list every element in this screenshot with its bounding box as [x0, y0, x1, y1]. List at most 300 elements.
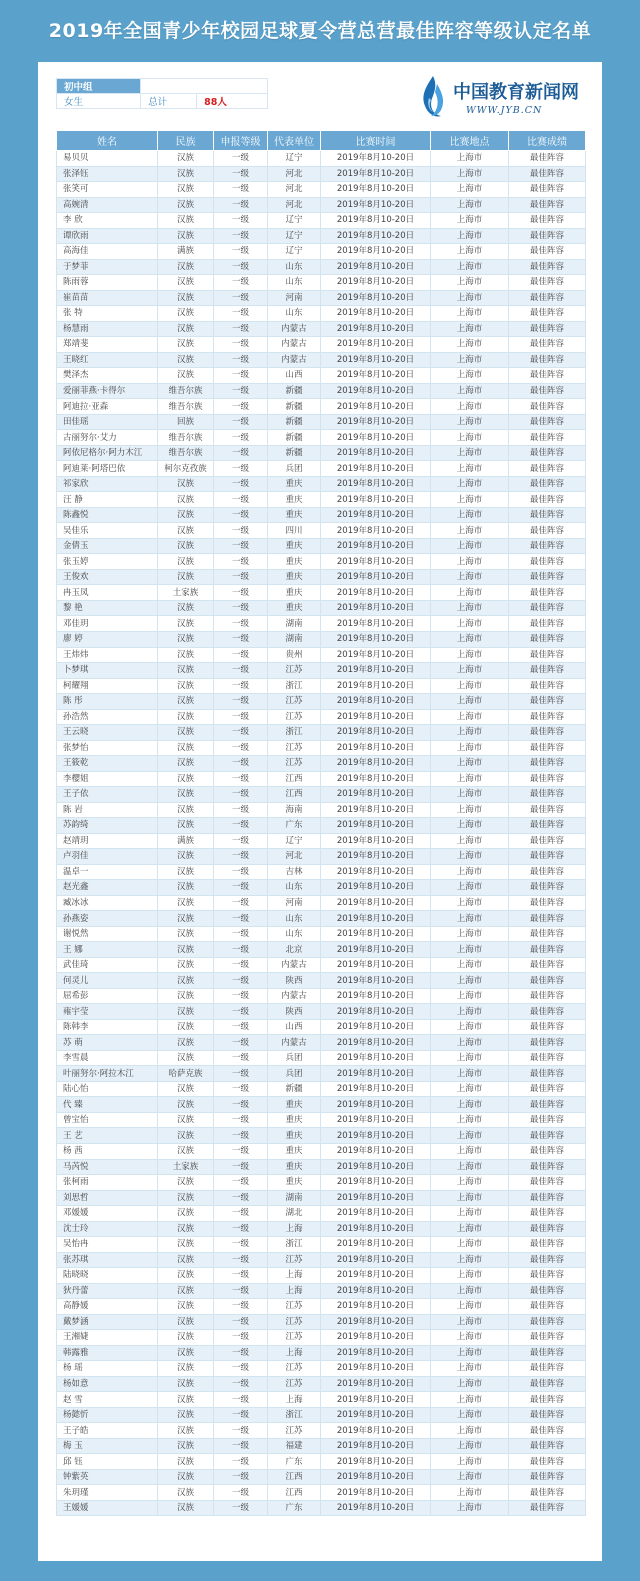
cell-ethnicity: 汉族	[158, 1237, 214, 1253]
cell-unit: 内蒙古	[268, 321, 321, 337]
site-logo	[413, 72, 588, 127]
cell-level: 一级	[214, 1376, 268, 1392]
cell-name: 苏韵绮	[57, 818, 158, 834]
cell-time: 2019年8月10-20日	[321, 244, 431, 260]
cell-ethnicity: 土家族	[158, 1159, 214, 1175]
cell-time: 2019年8月10-20日	[321, 1159, 431, 1175]
cell-name: 朱玥瑾	[57, 1485, 158, 1501]
cell-venue: 上海市	[431, 988, 509, 1004]
cell-venue: 上海市	[431, 771, 509, 787]
cell-time: 2019年8月10-20日	[321, 1438, 431, 1454]
cell-time: 2019年8月10-20日	[321, 818, 431, 834]
cell-ethnicity: 汉族	[158, 787, 214, 803]
table-row	[57, 290, 586, 306]
cell-unit: 兵团	[268, 461, 321, 477]
cell-level: 一级	[214, 694, 268, 710]
cell-ethnicity: 汉族	[158, 213, 214, 229]
cell-ethnicity: 汉族	[158, 880, 214, 896]
cell-venue: 上海市	[431, 600, 509, 616]
cell-name: 陈 彤	[57, 694, 158, 710]
table-row	[57, 1066, 586, 1082]
cell-name: 郑靖斐	[57, 337, 158, 353]
cell-venue: 上海市	[431, 926, 509, 942]
cell-venue: 上海市	[431, 1252, 509, 1268]
cell-name: 李 欣	[57, 213, 158, 229]
cell-ethnicity: 汉族	[158, 228, 214, 244]
cell-result: 最佳阵容	[509, 337, 586, 353]
cell-result: 最佳阵容	[509, 275, 586, 291]
table-row	[57, 911, 586, 927]
cell-unit: 江苏	[268, 1299, 321, 1315]
cell-level: 一级	[214, 1206, 268, 1222]
cell-name: 陆晓晓	[57, 1268, 158, 1284]
cell-result: 最佳阵容	[509, 182, 586, 198]
table-row	[57, 1112, 586, 1128]
table-row	[57, 430, 586, 446]
cell-time: 2019年8月10-20日	[321, 725, 431, 741]
cell-ethnicity: 汉族	[158, 849, 214, 865]
cell-name: 于梦菲	[57, 259, 158, 275]
cell-name: 孙浩然	[57, 709, 158, 725]
cell-time: 2019年8月10-20日	[321, 1066, 431, 1082]
cell-ethnicity: 汉族	[158, 802, 214, 818]
table-row	[57, 1454, 586, 1470]
cell-level: 一级	[214, 523, 268, 539]
table-row	[57, 1485, 586, 1501]
cell-name: 马芮悦	[57, 1159, 158, 1175]
cell-venue: 上海市	[431, 678, 509, 694]
cell-unit: 浙江	[268, 725, 321, 741]
table-row	[57, 1407, 586, 1423]
cell-time: 2019年8月10-20日	[321, 151, 431, 167]
cell-name: 张玉婷	[57, 554, 158, 570]
cell-unit: 广东	[268, 1500, 321, 1516]
cell-venue: 上海市	[431, 694, 509, 710]
cell-level: 一级	[214, 1268, 268, 1284]
cell-ethnicity: 柯尔克孜族	[158, 461, 214, 477]
cell-name: 张柯雨	[57, 1175, 158, 1191]
cell-result: 最佳阵容	[509, 1438, 586, 1454]
table-row	[57, 756, 586, 772]
cell-unit: 重庆	[268, 600, 321, 616]
table-row	[57, 818, 586, 834]
cell-result: 最佳阵容	[509, 694, 586, 710]
table-row	[57, 1376, 586, 1392]
cell-result: 最佳阵容	[509, 771, 586, 787]
cell-level: 一级	[214, 1454, 268, 1470]
cell-venue: 上海市	[431, 290, 509, 306]
cell-result: 最佳阵容	[509, 1206, 586, 1222]
cell-time: 2019年8月10-20日	[321, 1423, 431, 1439]
cell-venue: 上海市	[431, 399, 509, 415]
group-blank	[141, 79, 268, 94]
cell-time: 2019年8月10-20日	[321, 337, 431, 353]
cell-ethnicity: 汉族	[158, 1438, 214, 1454]
cell-unit: 重庆	[268, 569, 321, 585]
table-row	[57, 694, 586, 710]
cell-venue: 上海市	[431, 569, 509, 585]
cell-level: 一级	[214, 1097, 268, 1113]
cell-venue: 上海市	[431, 647, 509, 663]
cell-ethnicity: 汉族	[158, 1485, 214, 1501]
cell-result: 最佳阵容	[509, 864, 586, 880]
cell-unit: 重庆	[268, 1144, 321, 1160]
cell-result: 最佳阵容	[509, 1314, 586, 1330]
cell-venue: 上海市	[431, 554, 509, 570]
cell-result: 最佳阵容	[509, 849, 586, 865]
cell-time: 2019年8月10-20日	[321, 973, 431, 989]
table-row	[57, 337, 586, 353]
cell-venue: 上海市	[431, 430, 509, 446]
cell-unit: 江苏	[268, 663, 321, 679]
cell-unit: 重庆	[268, 1097, 321, 1113]
flame-logo-icon	[415, 74, 451, 122]
cell-level: 一级	[214, 275, 268, 291]
cell-venue: 上海市	[431, 756, 509, 772]
document-card	[38, 62, 602, 1561]
cell-level: 一级	[214, 1019, 268, 1035]
cell-time: 2019年8月10-20日	[321, 631, 431, 647]
cell-result: 最佳阵容	[509, 166, 586, 182]
cell-name: 曾宝怡	[57, 1112, 158, 1128]
cell-unit: 广东	[268, 1454, 321, 1470]
cell-level: 一级	[214, 414, 268, 430]
cell-result: 最佳阵容	[509, 942, 586, 958]
table-row	[57, 213, 586, 229]
cell-time: 2019年8月10-20日	[321, 476, 431, 492]
cell-result: 最佳阵容	[509, 244, 586, 260]
cell-name: 杨如意	[57, 1376, 158, 1392]
cell-venue: 上海市	[431, 166, 509, 182]
cell-result: 最佳阵容	[509, 151, 586, 167]
cell-level: 一级	[214, 1144, 268, 1160]
cell-result: 最佳阵容	[509, 1283, 586, 1299]
table-row	[57, 182, 586, 198]
cell-name: 王筱乾	[57, 756, 158, 772]
cell-unit: 兵团	[268, 1050, 321, 1066]
cell-result: 最佳阵容	[509, 926, 586, 942]
cell-name: 陈 岩	[57, 802, 158, 818]
cell-level: 一级	[214, 461, 268, 477]
table-row	[57, 259, 586, 275]
cell-name: 高海佳	[57, 244, 158, 260]
cell-venue: 上海市	[431, 725, 509, 741]
table-row	[57, 445, 586, 461]
cell-result: 最佳阵容	[509, 414, 586, 430]
cell-unit: 山东	[268, 926, 321, 942]
cell-name: 邓媛媛	[57, 1206, 158, 1222]
table-row	[57, 1206, 586, 1222]
cell-time: 2019年8月10-20日	[321, 895, 431, 911]
cell-ethnicity: 汉族	[158, 1392, 214, 1408]
table-row	[57, 554, 586, 570]
cell-ethnicity: 汉族	[158, 600, 214, 616]
cell-name: 谭欣雨	[57, 228, 158, 244]
cell-venue: 上海市	[431, 414, 509, 430]
cell-name: 崔苗苗	[57, 290, 158, 306]
cell-result: 最佳阵容	[509, 368, 586, 384]
cell-level: 一级	[214, 492, 268, 508]
cell-time: 2019年8月10-20日	[321, 228, 431, 244]
cell-time: 2019年8月10-20日	[321, 1112, 431, 1128]
cell-ethnicity: 汉族	[158, 694, 214, 710]
cell-ethnicity: 汉族	[158, 1190, 214, 1206]
table-row	[57, 1500, 586, 1516]
cell-level: 一级	[214, 306, 268, 322]
cell-level: 一级	[214, 942, 268, 958]
cell-name: 吴佳乐	[57, 523, 158, 539]
cell-ethnicity: 汉族	[158, 368, 214, 384]
cell-ethnicity: 汉族	[158, 166, 214, 182]
cell-level: 一级	[214, 445, 268, 461]
table-row	[57, 275, 586, 291]
cell-unit: 山东	[268, 306, 321, 322]
cell-level: 一级	[214, 1237, 268, 1253]
table-row	[57, 663, 586, 679]
cell-result: 最佳阵容	[509, 988, 586, 1004]
cell-name: 杨懿忻	[57, 1407, 158, 1423]
table-row	[57, 383, 586, 399]
table-row	[57, 678, 586, 694]
cell-name: 臧冰冰	[57, 895, 158, 911]
cell-ethnicity: 汉族	[158, 895, 214, 911]
cell-level: 一级	[214, 616, 268, 632]
cell-level: 一级	[214, 1392, 268, 1408]
cell-ethnicity: 汉族	[158, 352, 214, 368]
cell-venue: 上海市	[431, 228, 509, 244]
table-row	[57, 399, 586, 415]
cell-name: 杨慧雨	[57, 321, 158, 337]
cell-ethnicity: 汉族	[158, 647, 214, 663]
table-row	[57, 1190, 586, 1206]
cell-time: 2019年8月10-20日	[321, 1485, 431, 1501]
table-row	[57, 1283, 586, 1299]
cell-time: 2019年8月10-20日	[321, 321, 431, 337]
cell-name: 叶丽努尔·阿拉木江	[57, 1066, 158, 1082]
gender-label: 女生	[57, 94, 141, 109]
cell-unit: 重庆	[268, 554, 321, 570]
cell-name: 赵光鑫	[57, 880, 158, 896]
cell-venue: 上海市	[431, 1330, 509, 1346]
cell-unit: 江苏	[268, 709, 321, 725]
table-row	[57, 833, 586, 849]
cell-venue: 上海市	[431, 306, 509, 322]
cell-level: 一级	[214, 1252, 268, 1268]
table-row	[57, 988, 586, 1004]
cell-name: 张梦怡	[57, 740, 158, 756]
col-header-venue: 比赛地点	[431, 131, 509, 151]
cell-name: 王媛媛	[57, 1500, 158, 1516]
cell-time: 2019年8月10-20日	[321, 1314, 431, 1330]
cell-time: 2019年8月10-20日	[321, 414, 431, 430]
cell-venue: 上海市	[431, 1454, 509, 1470]
cell-venue: 上海市	[431, 197, 509, 213]
cell-ethnicity: 汉族	[158, 1361, 214, 1377]
table-row	[57, 585, 586, 601]
cell-result: 最佳阵容	[509, 213, 586, 229]
cell-level: 一级	[214, 895, 268, 911]
cell-level: 一级	[214, 1159, 268, 1175]
cell-name: 吴怡冉	[57, 1237, 158, 1253]
cell-venue: 上海市	[431, 321, 509, 337]
cell-time: 2019年8月10-20日	[321, 197, 431, 213]
cell-level: 一级	[214, 988, 268, 1004]
cell-venue: 上海市	[431, 352, 509, 368]
table-row	[57, 1221, 586, 1237]
cell-time: 2019年8月10-20日	[321, 988, 431, 1004]
table-row	[57, 926, 586, 942]
cell-name: 王 娜	[57, 942, 158, 958]
cell-time: 2019年8月10-20日	[321, 926, 431, 942]
cell-venue: 上海市	[431, 1050, 509, 1066]
cell-venue: 上海市	[431, 1097, 509, 1113]
cell-ethnicity: 维吾尔族	[158, 445, 214, 461]
cell-unit: 新疆	[268, 383, 321, 399]
cell-ethnicity: 汉族	[158, 1128, 214, 1144]
cell-level: 一级	[214, 1112, 268, 1128]
cell-level: 一级	[214, 1175, 268, 1191]
cell-venue: 上海市	[431, 259, 509, 275]
cell-time: 2019年8月10-20日	[321, 368, 431, 384]
cell-result: 最佳阵容	[509, 445, 586, 461]
table-row	[57, 895, 586, 911]
cell-result: 最佳阵容	[509, 523, 586, 539]
cell-unit: 重庆	[268, 1175, 321, 1191]
cell-ethnicity: 汉族	[158, 1144, 214, 1160]
cell-name: 柯耀翔	[57, 678, 158, 694]
cell-unit: 重庆	[268, 1112, 321, 1128]
cell-time: 2019年8月10-20日	[321, 1345, 431, 1361]
roster-table	[56, 130, 586, 1516]
table-row	[57, 864, 586, 880]
cell-result: 最佳阵容	[509, 1050, 586, 1066]
cell-level: 一级	[214, 1190, 268, 1206]
cell-level: 一级	[214, 1361, 268, 1377]
cell-level: 一级	[214, 740, 268, 756]
cell-venue: 上海市	[431, 492, 509, 508]
cell-level: 一级	[214, 911, 268, 927]
table-row	[57, 725, 586, 741]
title-banner	[0, 0, 640, 58]
cell-ethnicity: 汉族	[158, 1314, 214, 1330]
cell-time: 2019年8月10-20日	[321, 1283, 431, 1299]
cell-time: 2019年8月10-20日	[321, 880, 431, 896]
cell-name: 卢羽佳	[57, 849, 158, 865]
cell-ethnicity: 汉族	[158, 1330, 214, 1346]
cell-level: 一级	[214, 585, 268, 601]
cell-unit: 河南	[268, 895, 321, 911]
cell-unit: 重庆	[268, 1159, 321, 1175]
cell-ethnicity: 汉族	[158, 631, 214, 647]
cell-result: 最佳阵容	[509, 306, 586, 322]
cell-unit: 上海	[268, 1392, 321, 1408]
cell-name: 王 艺	[57, 1128, 158, 1144]
cell-time: 2019年8月10-20日	[321, 1035, 431, 1051]
cell-level: 一级	[214, 507, 268, 523]
cell-unit: 湖南	[268, 616, 321, 632]
cell-level: 一级	[214, 1035, 268, 1051]
cell-time: 2019年8月10-20日	[321, 647, 431, 663]
cell-unit: 上海	[268, 1221, 321, 1237]
table-row	[57, 600, 586, 616]
cell-result: 最佳阵容	[509, 725, 586, 741]
cell-name: 阿依尼格尔·阿力木江	[57, 445, 158, 461]
cell-unit: 重庆	[268, 585, 321, 601]
cell-ethnicity: 汉族	[158, 926, 214, 942]
cell-time: 2019年8月10-20日	[321, 290, 431, 306]
table-row	[57, 1035, 586, 1051]
cell-name: 狄丹蕾	[57, 1283, 158, 1299]
table-row	[57, 352, 586, 368]
cell-unit: 内蒙古	[268, 1035, 321, 1051]
cell-ethnicity: 汉族	[158, 259, 214, 275]
cell-level: 一级	[214, 1407, 268, 1423]
cell-ethnicity: 汉族	[158, 942, 214, 958]
cell-result: 最佳阵容	[509, 1485, 586, 1501]
cell-name: 阿迪拉·亚森	[57, 399, 158, 415]
cell-unit: 辽宁	[268, 244, 321, 260]
cell-venue: 上海市	[431, 1004, 509, 1020]
cell-unit: 北京	[268, 942, 321, 958]
cell-time: 2019年8月10-20日	[321, 383, 431, 399]
summary-table	[56, 78, 268, 109]
cell-level: 一级	[214, 151, 268, 167]
cell-unit: 海南	[268, 802, 321, 818]
cell-level: 一级	[214, 1081, 268, 1097]
cell-result: 最佳阵容	[509, 1066, 586, 1082]
cell-venue: 上海市	[431, 631, 509, 647]
cell-unit: 湖南	[268, 631, 321, 647]
cell-unit: 江苏	[268, 1376, 321, 1392]
cell-name: 赵 雪	[57, 1392, 158, 1408]
cell-level: 一级	[214, 663, 268, 679]
cell-ethnicity: 汉族	[158, 554, 214, 570]
cell-time: 2019年8月10-20日	[321, 306, 431, 322]
cell-result: 最佳阵容	[509, 1019, 586, 1035]
cell-venue: 上海市	[431, 1066, 509, 1082]
cell-ethnicity: 汉族	[158, 1097, 214, 1113]
cell-time: 2019年8月10-20日	[321, 600, 431, 616]
cell-ethnicity: 汉族	[158, 1268, 214, 1284]
cell-name: 爱丽菲燕·卡得尔	[57, 383, 158, 399]
cell-unit: 江西	[268, 771, 321, 787]
cell-time: 2019年8月10-20日	[321, 1454, 431, 1470]
cell-result: 最佳阵容	[509, 430, 586, 446]
cell-unit: 福建	[268, 1438, 321, 1454]
cell-venue: 上海市	[431, 1438, 509, 1454]
cell-unit: 浙江	[268, 678, 321, 694]
cell-venue: 上海市	[431, 1112, 509, 1128]
cell-level: 一级	[214, 259, 268, 275]
cell-venue: 上海市	[431, 1190, 509, 1206]
cell-result: 最佳阵容	[509, 1330, 586, 1346]
cell-ethnicity: 汉族	[158, 1299, 214, 1315]
cell-name: 金倩玉	[57, 538, 158, 554]
cell-time: 2019年8月10-20日	[321, 663, 431, 679]
cell-venue: 上海市	[431, 1175, 509, 1191]
cell-result: 最佳阵容	[509, 228, 586, 244]
cell-name: 代 臻	[57, 1097, 158, 1113]
cell-unit: 内蒙古	[268, 988, 321, 1004]
cell-time: 2019年8月10-20日	[321, 1019, 431, 1035]
cell-result: 最佳阵容	[509, 1159, 586, 1175]
cell-time: 2019年8月10-20日	[321, 430, 431, 446]
cell-time: 2019年8月10-20日	[321, 1392, 431, 1408]
cell-result: 最佳阵容	[509, 1345, 586, 1361]
cell-ethnicity: 汉族	[158, 771, 214, 787]
cell-level: 一级	[214, 383, 268, 399]
table-row	[57, 1268, 586, 1284]
